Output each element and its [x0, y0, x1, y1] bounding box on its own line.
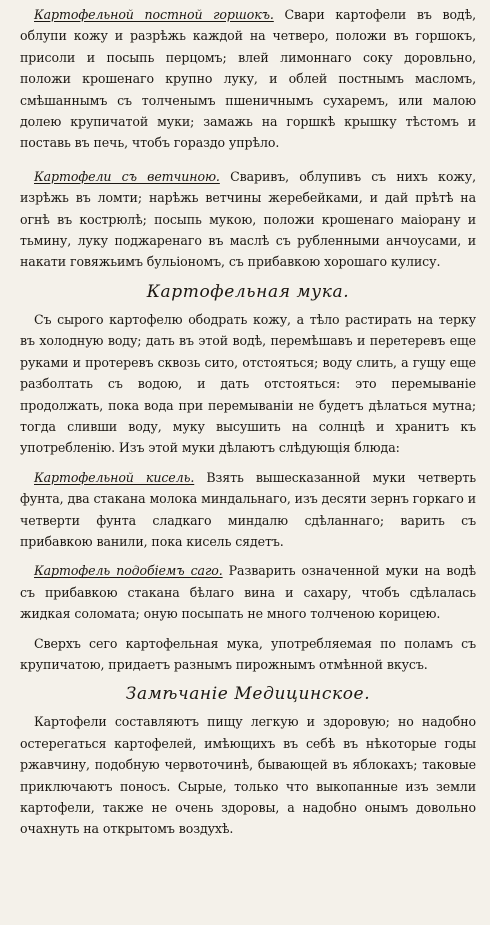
- recipe-text-potato-pot: Свари картофели въ водѣ, облупи кожу и разрѣжь каждой на четверо, положи въ горшокъ, присоли и посыпь перцомъ; влей лимоннаго соку доровльно, положи крошенаго крупно луку, и облей постнымъ масломъ, смѣшаннымъ съ толченымъ пшеничнымъ сухаремъ, или малою долею крупичатой муки; замажь на горшкѣ крышку тѣстомъ и поставь въ печь, чтобъ гораздо упрѣло.: [20, 7, 476, 151]
- spacer: [20, 154, 476, 166]
- text-medical-note: Картофели составляютъ пищу легкую и здоровую; но надобно остерегаться картофелей, имѣющихъ въ себѣ въ нѣкоторые годы ржавчину, подобную червоточинѣ, бывающей въ яблокахъ; таковые приключаютъ поносъ. Сырые, только что выкопанные изъ земли картофели, также не очень здоровы, а надобно онымъ довольно очахнуть на открытомъ воздухѣ.: [20, 714, 476, 837]
- recipe-title-potato-pot: Картофельной постной горшокъ.: [34, 7, 274, 22]
- recipe-text-potato-ham: Сваривъ, облупивъ съ нихъ кожу, изрѣжь въ ломти; нарѣжь ветчины жеребейками, и дай прѣтѣ на огнѣ въ кострюлѣ; посыпь мукою, положи крошенаго маіорану и тьмину, луку поджаренаго въ маслѣ съ рубленными анчоусами, и накати говяжьимъ бульіономъ, съ прибавкою хорошаго кулису.: [20, 168, 477, 270]
- recipe-text-potato-sago: Разварить означенной муки на водѣ съ прибавкою стакана бѣлаго вина и сахару, чтобъ сдѣлалась жидкая соломата; оную посыпать не много толченою корицею.: [20, 563, 476, 622]
- spacer: [20, 625, 476, 633]
- spacer: [20, 552, 476, 560]
- paragraph-potato-ham: [20, 166, 476, 273]
- section-heading-potato-flour: Картофельная мука.: [146, 281, 350, 302]
- paragraph-potato-sago: [20, 560, 476, 624]
- paragraph-potato-pot: [20, 4, 476, 154]
- recipe-text-potato-flour: Съ сырого картофелю ободрать кожу, а тѣло растирать на терку въ холодную воду; дать въ этой водѣ, перемѣшавъ и перетеревъ еще руками и протеревъ сквозь сито, отстояться; воду слить, а гущу еще разболтать съ водою, и дать отстояться: это перемываніе продолжать, пока вода при перемываніи не будетъ дѣлаться мутна; тогда сливши воду, муку высушить на солнцѣ и хранитъ къ употребленію. Изъ этой муки дѣлаютъ слѣдующія блюда:: [20, 311, 476, 456]
- recipe-title-potato-sago: Картофель подобіемъ саго.: [34, 563, 223, 579]
- text-flour-usage: Сверхъ сего картофельная мука, употребляемая по поламъ съ крупичатою, придаетъ разнымъ пирожнымъ отмѣнной вкусъ.: [20, 635, 476, 672]
- section-heading-medical-note: Замѣчаніе Медицинское.: [125, 684, 371, 705]
- paragraph-flour-usage: [20, 633, 476, 676]
- paragraph-potato-flour: [20, 309, 476, 459]
- paragraph-potato-kissel: [20, 467, 476, 553]
- paragraph-medical-note: [20, 711, 476, 839]
- spacer: [20, 459, 476, 467]
- recipe-text-potato-kissel: Взять вышесказанной муки четверть фунта, два стакана молока миндальнаго, изъ десяти зернъ горкаго и четверти фунта сладкаго миндалю сдѣланнаго; варить съ прибавкою ванили, пока кисель сядетъ.: [20, 469, 476, 549]
- recipe-title-potato-kissel: Картофельной кисель.: [34, 469, 195, 485]
- recipe-title-potato-ham: Картофели съ ветчиною.: [34, 168, 220, 184]
